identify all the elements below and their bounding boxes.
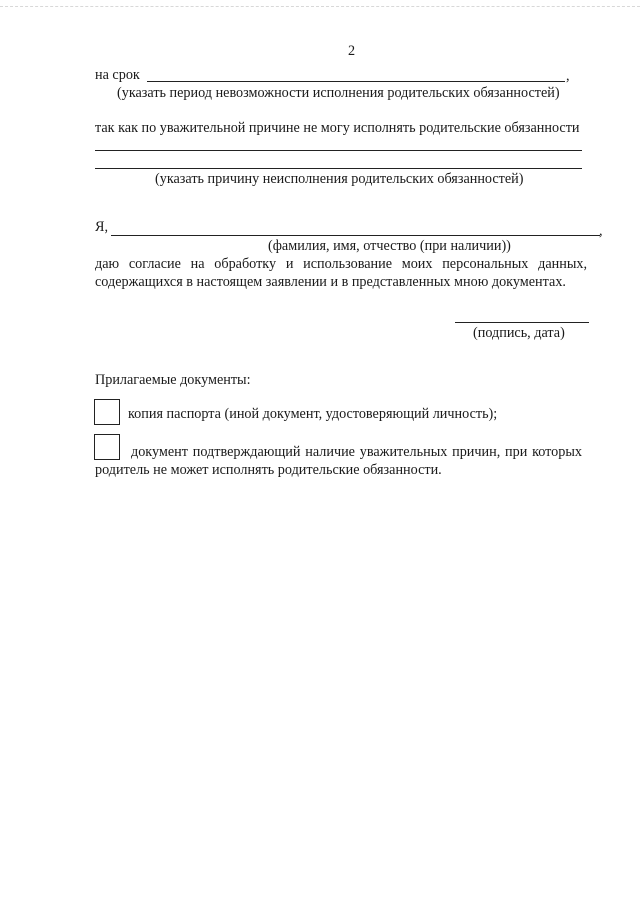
reason-document-checkbox[interactable] <box>94 434 120 460</box>
period-comma: , <box>566 68 570 84</box>
scan-edge-divider <box>0 6 640 7</box>
fullname-hint: (фамилия, имя, отчество (при наличии)) <box>268 238 511 254</box>
attachment-reason-label-line-1: документ подтверждающий наличие уважительных причин, при которых <box>131 444 582 460</box>
consent-line-1: даю согласие на обработку и использование моих персональных данных, <box>95 256 587 272</box>
reason-input-line-2[interactable] <box>95 168 582 169</box>
passport-checkbox[interactable] <box>94 399 120 425</box>
consent-prefix: Я, <box>95 219 109 235</box>
period-input-line[interactable] <box>147 81 565 82</box>
reason-hint: (указать причину неисполнения родительских обязанностей) <box>155 171 524 187</box>
period-label: на срок <box>95 67 140 83</box>
reason-text: так как по уважительной причине не могу исполнять родительские обязанности <box>95 120 580 136</box>
period-hint: (указать период невозможности исполнения родительских обязанностей) <box>117 85 560 101</box>
attachment-reason-label-line-2: родитель не может исполнять родительские обязанности. <box>95 462 442 478</box>
page-number: 2 <box>348 43 356 59</box>
reason-input-line-1[interactable] <box>95 150 582 151</box>
consent-line-2: содержащихся в настоящем заявлении и в представленных мною документах. <box>95 274 566 290</box>
fullname-input-line[interactable] <box>111 235 600 236</box>
signature-line[interactable] <box>455 322 589 323</box>
attachment-passport-label: копия паспорта (иной документ, удостоверяющий личность); <box>128 406 498 422</box>
attachments-title: Прилагаемые документы: <box>95 372 251 388</box>
signature-hint: (подпись, дата) <box>473 325 565 341</box>
fullname-comma: , <box>599 223 603 239</box>
